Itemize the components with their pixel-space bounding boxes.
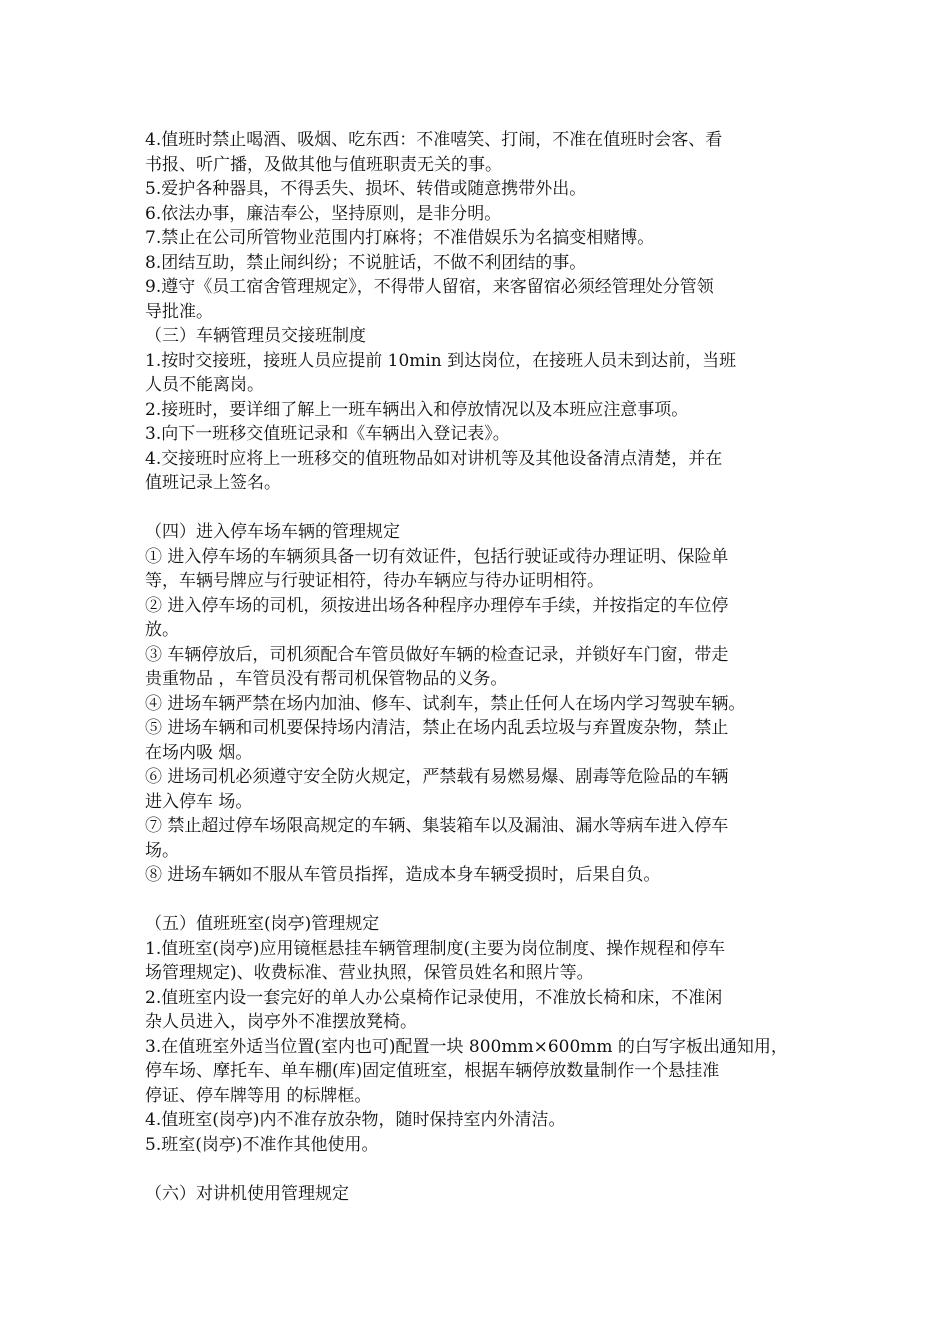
section-heading: （四）进入停车场车辆的管理规定 <box>145 522 400 542</box>
text-line: 5.爱护各种器具，不得丢失、损坏、转借或随意携带外出。 <box>145 179 587 199</box>
text-line: 2.值班室内设一套完好的单人办公桌椅作记录使用，不准放长椅和床，不准闲 <box>145 987 723 1008</box>
text-line: 1.值班室(岗亭)应用镜框悬挂车辆管理制度(主要为岗位制度、操作规程和停车 <box>145 938 726 959</box>
section-heading: （三）车辆管理员交接班制度 <box>145 326 366 346</box>
text-line: 人员不能离岗。 <box>145 375 264 395</box>
text-line: ⑧ 进场车辆如不服从车管员指挥，造成本身车辆受损时，后果自负。 <box>145 865 661 885</box>
text-line: 4.值班室(岗亭)内不准存放杂物，随时保持室内外清洁。 <box>145 1110 566 1130</box>
blank-line <box>145 1157 815 1182</box>
text-line: 在场内吸 烟。 <box>145 742 253 763</box>
text-line: 导批准。 <box>145 301 213 322</box>
text-line: 停证、停车牌等用 的标牌框。 <box>145 1085 372 1106</box>
text-line: 值班记录上签名。 <box>145 473 281 493</box>
text-line: 8.团结互助，禁止闹纠纷；不说脏话，不做不利团结的事。 <box>145 252 587 273</box>
text-line: 停车场、摩托车、单车棚(库)固定值班室，根据车辆停放数量制作一个悬挂准 <box>145 1061 720 1081</box>
text-line: 4.值班时禁止喝酒、吸烟、吃东西：不准嘻笑、打闹，不准在值班时会客、看 <box>145 130 723 150</box>
text-line: ④ 进场车辆严禁在场内加油、修车、试刹车，禁止任何人在场内学习驾驶车辆。 <box>145 693 746 714</box>
text-line: ② 进入停车场的司机，须按进出场各种程序办理停车手续，并按指定的车位停 <box>145 595 729 616</box>
text-line: 进入停车 场。 <box>145 791 253 812</box>
text-line: 2.接班时，要详细了解上一班车辆出入和停放情况以及本班应注意事项。 <box>145 399 689 420</box>
text-line: ③ 车辆停放后，司机须配合车管员做好车辆的检查记录，并锁好车门窗，带走 <box>145 644 729 665</box>
text-line: ⑤ 进场车辆和司机要保持场内清洁，禁止在场内乱丢垃圾与弃置废杂物，禁止 <box>145 718 729 738</box>
text-line: ⑥ 进场司机必须遵守安全防火规定，严禁载有易燃易爆、剧毒等危险品的车辆 <box>145 767 729 787</box>
document-body <box>145 128 815 1206</box>
text-line: 场管理规定)、收费标准、营业执照，保管员姓名和照片等。 <box>145 963 594 983</box>
text-line: 放。 <box>145 620 179 640</box>
text-line: 4.交接班时应将上一班移交的值班物品如对讲机等及其他设备清点清楚，并在 <box>145 448 723 469</box>
text-line: 9.遵守《员工宿舍管理规定》，不得带人留宿，来客留宿必须经管理处分管领 <box>145 277 714 297</box>
blank-line <box>145 888 815 913</box>
text-line: 杂人员进入，岗亭外不准摆放凳椅。 <box>145 1012 417 1032</box>
text-line: 5.班室(岗亭)不准作其他使用。 <box>145 1134 379 1155</box>
blank-line <box>145 496 815 521</box>
section-heading: （五）值班班室(岗亭)管理规定 <box>145 914 380 934</box>
text-line: 7.禁止在公司所管物业范围内打麻将；不准借娱乐为名搞变相赌博。 <box>145 228 655 248</box>
text-line: 贵重物品 ，车管员没有帮司机保管物品的义务。 <box>145 669 508 689</box>
text-line: 1.按时交接班，接班人员应提前 10min 到达岗位，在接班人员未到达前，当班 <box>145 350 737 371</box>
text-line: 书报、听广播，及做其他与值班职责无关的事。 <box>145 154 502 175</box>
text-line: ① 进入停车场的车辆须具备一切有效证件，包括行驶证或待办理证明、保险单 <box>145 546 729 567</box>
text-line: 等，车辆号牌应与行驶证相符，待办车辆应与待办证明相符。 <box>145 571 604 591</box>
section-heading: （六）对讲机使用管理规定 <box>145 1183 349 1204</box>
text-line: 场。 <box>145 840 179 861</box>
text-line: 3.在值班室外适当位置(室内也可)配置一块 800mm×600mm 的白写字板出通知用， <box>145 1036 788 1057</box>
text-line: 3.向下一班移交值班记录和《车辆出入登记表》。 <box>145 424 510 444</box>
text-line: 6.依法办事，廉洁奉公，坚持原则，是非分明。 <box>145 203 502 224</box>
text-line: ⑦ 禁止超过停车场限高规定的车辆、集装箱车以及漏油、漏水等病车进入停车 <box>145 816 729 836</box>
